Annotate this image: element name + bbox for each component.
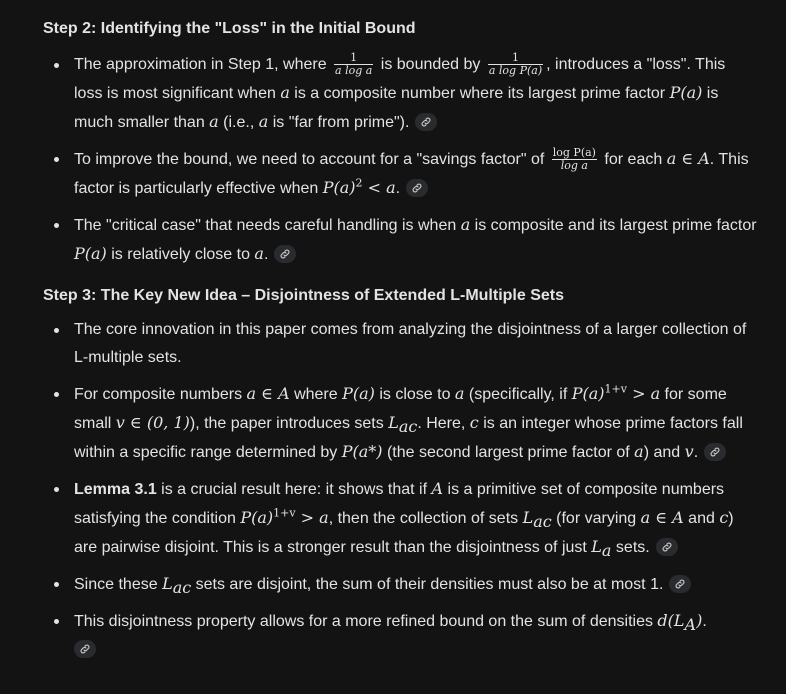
list-item: The approximation in Step 1, where $\frac{1}{\text{a log a}}$ is bounded by $\frac{1}{\text{a log P(a)}}$ , introduces a "loss". This loss is most significant when a is a composite number where its largest prime factor P(a) is much smaller than a (i.e., a is "far from prime").: [43, 51, 758, 137]
fraction: $\frac{1}{\text{a log P(a)}}$: [488, 51, 543, 78]
link-icon[interactable]: [704, 443, 726, 461]
list-item: To improve the bound, we need to account for a "savings factor" of $\frac{\text{log P(a)}}{\text{log a}}$ for each a ∈ A. This factor is particularly effective when $P(a)^2 < a$.: [43, 145, 758, 203]
list-item: For composite numbers a ∈ A where P(a) is close to a (specifically, if $P(a)^{1+v} > a$ for some small v ∈ (0, 1)), the paper introduces sets $L_{ac}$. Here, c is an integer whose prime factors fall within a specific range determined by P(a*) (the second largest prime factor of a) and v.: [43, 380, 758, 467]
link-icon[interactable]: [415, 113, 437, 131]
list-item: This disjointness property allows for a more refined bound on the sum of densities $d(L_A)$.: [43, 607, 758, 664]
link-icon[interactable]: [274, 245, 296, 263]
list-item: The "critical case" that needs careful handling is when a is composite and its largest prime factor P(a) is relatively close to a.: [43, 211, 758, 269]
step2-heading: Step 2: Identifying the "Loss" in the Initial Bound: [43, 20, 416, 37]
link-icon[interactable]: [656, 538, 678, 556]
step3-heading: Step 3: The Key New Idea – Disjointness of Extended L-Multiple Sets: [43, 287, 564, 304]
fraction: $\frac{1}{\text{a log a}}$: [335, 51, 373, 78]
list-item: Lemma 3.1 is a crucial result here: it shows that if A is a primitive set of composite numbers satisfying the condition $P(a)^{1+v} > a$, then the collection of sets $L_{ac}$ (for varying a ∈ A and c) are pairwise disjoint. This is a stronger result than the disjointness of just $L_a$ sets.: [43, 475, 758, 562]
step3-list: [43, 316, 758, 664]
list-item: Since these $L_{ac}$ sets are disjoint, the sum of their densities must also be at most 1.: [43, 570, 758, 599]
link-icon[interactable]: [669, 575, 691, 593]
link-icon[interactable]: [74, 640, 96, 658]
step2-list: [43, 51, 758, 269]
link-icon[interactable]: [406, 179, 428, 197]
list-item: The core innovation in this paper comes from analyzing the disjointness of a larger collection of L-multiple sets.: [43, 316, 758, 372]
fraction: $\frac{\text{log P(a)}}{\text{log a}}$: [552, 146, 596, 173]
